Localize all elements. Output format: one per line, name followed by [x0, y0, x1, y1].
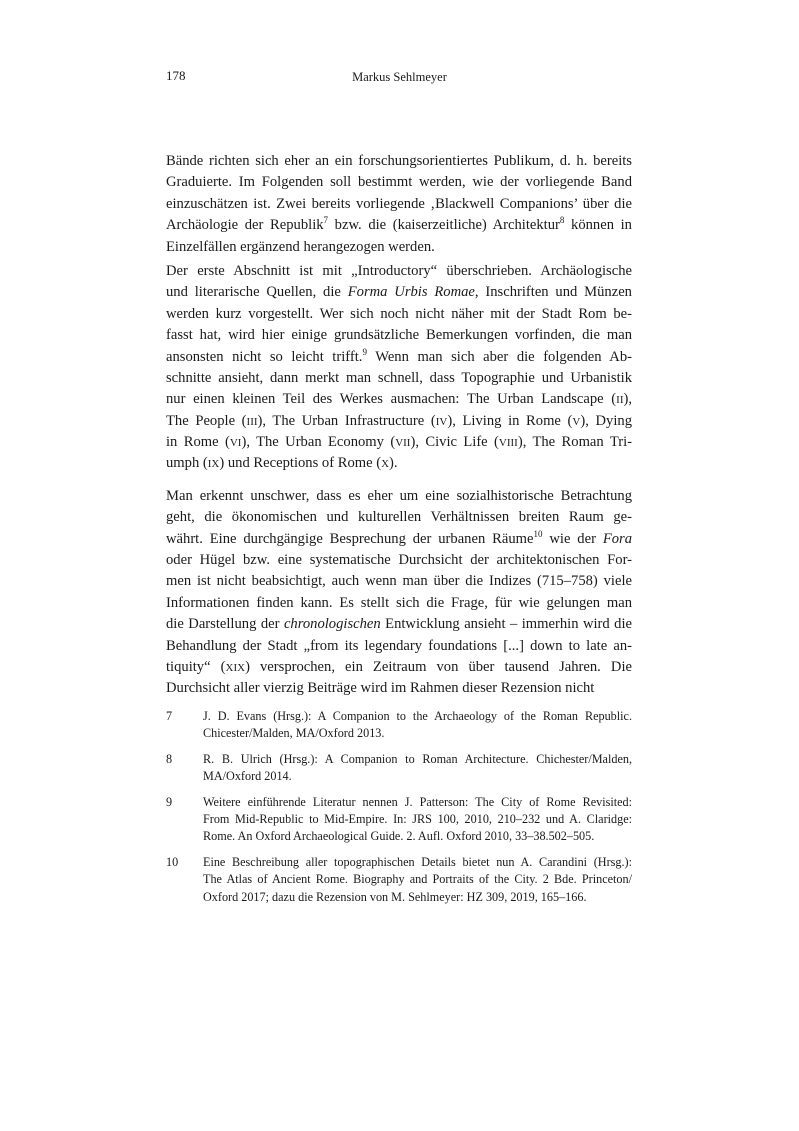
text-segment: Bände richten sich eher an ein forschungsorientiertes Publikum, d. h. bereits [166, 153, 632, 169]
text-segment: Archäologie der Republik [166, 217, 324, 234]
text-line [166, 389, 632, 410]
text-segment: R. B. Ulrich (Hrsg.): A Companion to Roman Architecture. Chichester/Malden, [203, 751, 632, 766]
text-segment: und literarische Quellen, die [166, 284, 348, 301]
text-segment: nur einen kleinen Teil des Werkes ausmachen: The Urban Landscape ( [166, 391, 617, 408]
text-segment: oder Hügel bzw. eine systematische Durchsicht der architektonischen For- [166, 552, 632, 569]
footnotes [166, 708, 632, 914]
paragraph [166, 151, 632, 258]
text-segment: From Mid-Republic to Mid-Empire. In: JRS 100, 2010, 210–232 und A. Claridge: [203, 811, 632, 826]
text-segment: können in [564, 217, 632, 234]
footnote-number: 8 [166, 751, 173, 766]
text-line [166, 529, 632, 550]
text-segment: wie der [542, 530, 603, 547]
running-head: Markus Sehlmeyer [352, 70, 447, 84]
italic-text: Fora [602, 530, 632, 547]
footnote-reference: 9 [362, 346, 367, 357]
footnote-number: 7 [166, 709, 173, 723]
footnote-number: 9 [166, 794, 173, 809]
text-segment: ), Civic Life ( [410, 434, 499, 451]
roman-numeral: XIX [225, 661, 246, 674]
text-segment: in Rome ( [166, 434, 230, 451]
paragraph [166, 486, 632, 700]
text-segment: ). [389, 455, 398, 472]
text-segment: einzuschätzen ist. Zwei bereits vorliegende ‚Blackwell Companions’ über die [166, 195, 632, 212]
text-segment: ) und Receptions of Rome ( [219, 455, 382, 472]
text-segment: Wenn man sich aber die folgenden Ab- [366, 348, 632, 365]
text-segment: ), Dying [580, 412, 632, 429]
roman-numeral: VI [229, 437, 242, 450]
footnote-reference: 10 [533, 528, 543, 539]
text-line [166, 325, 632, 346]
roman-numeral: VII [395, 437, 411, 450]
text-line [166, 453, 632, 474]
italic-text: Forma Urbis Romae [347, 284, 475, 301]
text-segment: men ist nicht beabsichtigt, auch wenn man über die Indizes (715–758) viele [166, 573, 632, 590]
footnote [166, 794, 632, 846]
text-segment: währt. Eine durchgängige Besprechung der urbanen Räume [166, 530, 534, 547]
text-segment: ), The Urban Economy ( [241, 434, 396, 451]
text-segment: Der erste Abschnitt ist mit „Introductory“ überschrieben. Archäologische [166, 262, 632, 279]
text-line [203, 871, 632, 888]
footnote-reference: 8 [559, 215, 565, 226]
text-segment: The People ( [166, 412, 247, 429]
text-line [166, 172, 632, 193]
text-line [166, 237, 632, 258]
text-line [166, 636, 632, 657]
text-line [203, 828, 632, 845]
text-segment: Weitere einführende Literatur nennen J. Patterson: The City of Rome Revisited: [203, 794, 632, 809]
text-line [166, 571, 632, 592]
text-segment: Eine Beschreibung aller topographischen Details bietet nun A. Carandini (Hrsg.): [203, 854, 632, 869]
text-segment: schnitte ansieht, dann merkt man schnell, dass Topographie und Urbanistik [166, 369, 632, 386]
text-segment: ), The Roman Tri- [517, 434, 632, 451]
text-line [166, 261, 632, 282]
text-line [166, 593, 632, 614]
text-segment: J. D. Evans (Hrsg.): A Companion to the Archaeology of the Roman Republic. [203, 709, 632, 723]
body-text [166, 151, 632, 700]
text-line [203, 889, 632, 906]
text-segment: Man erkennt unschwer, dass es eher um eine sozialhistorische Betrachtung [166, 487, 632, 504]
text-segment: The Atlas of Ancient Rome. Biography and Portraits of the City. 2 Bde. Princeton/ [203, 872, 632, 887]
footnote [166, 751, 632, 786]
footnote [166, 854, 632, 906]
text-line [203, 794, 632, 811]
text-line [166, 194, 632, 215]
text-segment: ), [623, 391, 632, 408]
text-segment: werden kurz vorgestellt. Wer sich noch nicht näher mit der Stadt Rom be- [166, 305, 632, 322]
page-number: 178 [166, 68, 186, 83]
text-line [203, 811, 632, 828]
roman-numeral: X [381, 458, 390, 471]
text-line [203, 854, 632, 871]
roman-numeral: II [616, 394, 624, 407]
text-line [166, 282, 632, 303]
paragraph [166, 261, 632, 475]
text-segment: tiquity“ ( [166, 658, 226, 675]
roman-numeral: IX [207, 458, 220, 471]
text-segment: Behandlung der Stadt „from its legendary foundations [...] down to late an- [166, 637, 632, 654]
text-segment: geht, die ökonomischen und kulturellen Verhältnissen breiten Raum ge- [166, 509, 632, 526]
text-line [203, 725, 632, 742]
text-line [166, 507, 632, 528]
text-segment: Entwicklung ansieht – immerhin wird die [380, 616, 632, 633]
text-segment: die Darstellung der [166, 616, 284, 633]
text-segment: MA/Oxford 2014. [203, 769, 292, 784]
text-line [166, 151, 632, 172]
italic-text: chronologischen [283, 616, 381, 633]
text-line [166, 657, 632, 678]
text-segment: ), The Urban Infrastructure ( [257, 412, 436, 429]
text-line [203, 751, 632, 768]
text-segment: Graduierte. Im Folgenden soll bestimmt werden, wie der vorliegende Band [166, 174, 632, 191]
text-line [166, 411, 632, 432]
text-segment: ) versprochen, ein Zeitraum von über tausend Jahren. Die [245, 658, 632, 675]
text-segment: ), Living in Rome ( [447, 412, 573, 429]
text-segment: Rome. An Oxford Archaeological Guide. 2. Aufl. Oxford 2010, 33–38.502–505. [203, 829, 595, 844]
text-segment: Oxford 2017; dazu die Rezension von M. Sehlmeyer: HZ 309, 2019, 165–166. [203, 889, 587, 904]
text-line [166, 678, 632, 699]
text-segment: , Inschriften und Münzen [474, 284, 632, 301]
text-line [166, 614, 632, 635]
text-line [166, 304, 632, 325]
text-line [166, 486, 632, 507]
text-segment: ansonsten nicht so leicht trifft. [166, 348, 363, 365]
text-line [166, 432, 632, 453]
roman-numeral: IV [435, 415, 448, 428]
text-segment: Einzelfällen ergänzend herangezogen werden. [166, 238, 435, 255]
text-segment: fasst hat, wird hier einige grundsätzliche Bemerkungen vorfinden, die man [166, 327, 632, 344]
roman-numeral: VIII [498, 437, 518, 450]
text-segment: Chicester/Malden, MA/Oxford 2013. [203, 726, 385, 741]
text-line [203, 708, 632, 725]
roman-numeral: III [246, 415, 258, 428]
text-segment: Durchsicht aller vierzig Beiträge wird im Rahmen dieser Rezension nicht [166, 680, 595, 697]
text-line [166, 347, 632, 368]
text-line [166, 550, 632, 571]
text-line [203, 768, 632, 785]
roman-numeral: V [572, 415, 581, 428]
footnote-reference: 7 [323, 215, 329, 226]
footnote [166, 708, 632, 743]
text-segment: bzw. die (kaiserzeitliche) Architektur [328, 217, 560, 234]
text-line [166, 368, 632, 389]
footnote-number: 10 [166, 854, 179, 869]
text-segment: umph ( [166, 455, 208, 472]
text-line [166, 215, 632, 236]
text-segment: Informationen finden kann. Es stellt sich die Frage, für wie gelungen man [166, 594, 632, 611]
